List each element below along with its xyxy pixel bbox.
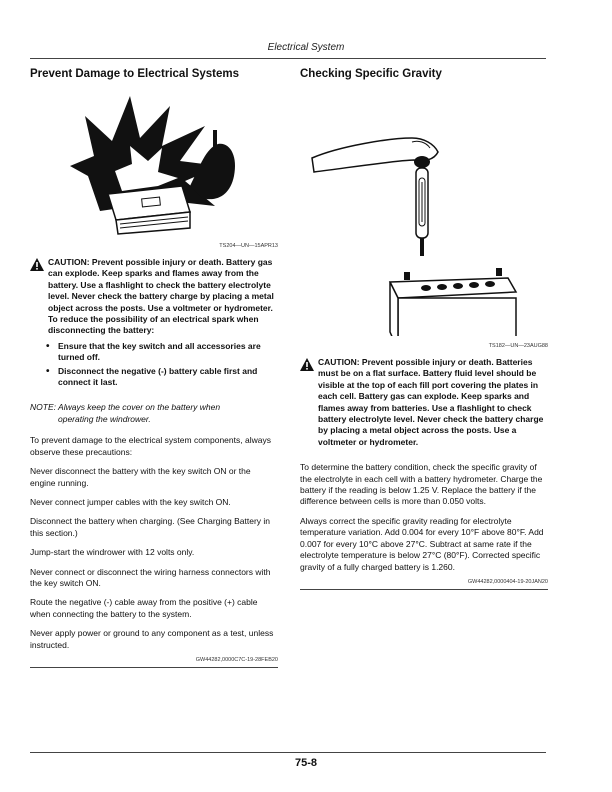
figure-code-left: TS204—UN—15APR13 [219,243,278,249]
hydrometer-battery-illustration [300,86,548,336]
paragraph: Never connect or disconnect the wiring harness connectors with the key switch ON. [30,566,271,588]
paragraph: To prevent damage to the electrical system components, always observe these precautions: [30,435,271,457]
section-heading-specific-gravity: Checking Specific Gravity [300,68,442,80]
page-number: 75-8 [294,757,318,769]
right-column [300,68,548,590]
note-line: NOTE: Always keep the cover on the battery when [30,402,221,413]
bullet-item: • Disconnect the negative (-) battery cable first and connect it last. [44,366,278,389]
reference-code-right: GW44282,0000404-19-20JAN20 [467,578,548,585]
paragraph: Always correct the specific gravity reading for electrolyte temperature variation. Add 0.004 for every 10°F above 80°F. Add 0.007 for every 10°C above 27°C. Subtract at same rate if the electrolyte temperature is below 27°C (80°F). Corrected specific gravity of a fully charged battery is 1.260. [300,515,544,572]
caution-text-right: CAUTION: Prevent possible injury or death. Batteries must be on a flat surface. Battery fluid level should be visible at the top of each fill port covering the plates in each cell. Battery gas can explode. Keep sparks and flames away from batteries. Use a flashlight to check battery electrolyte level. Never check the battery charge by placing a metal object across the posts. Use a voltmeter or hydrometer. [318,357,544,447]
paragraph: To determine the battery condition, check the specific gravity of the electrolyte in each cell with a battery hydrometer. Charge the battery if the reading is below 1.25 V. Replace the battery if the difference between cells is more than 0.050 volts. [300,462,543,507]
paragraph: Jump-start the windrower with 12 volts only. [30,547,195,558]
figure-code-right: TS182—UN—23AUG88 [488,343,548,349]
running-header: Electrical System [267,42,345,53]
paragraph: Route the negative (-) cable away from the positive (+) cable when connecting the battery to the system. [30,597,258,619]
caution-text-left: CAUTION: Prevent possible injury or death. Battery gas can explode. Keep sparks and flames away from the battery. Use a flashlight to check the battery electrolyte level. Never check the battery charge by placing a metal object across the posts. Use a voltmeter or hydrometer. To reduce the possibility of an electrical spark when disconnecting the battery: [48,257,274,336]
battery-explosion-illustration [30,86,278,236]
note [30,402,278,425]
explosion-figure [30,86,278,249]
paragraph: Never connect jumper cables with the key switch ON. [30,496,231,507]
header-rule [30,58,546,59]
caution-block-right [300,357,548,448]
paragraph: Disconnect the battery when charging. (See Charging Battery in this section.) [30,516,271,538]
caution-block-left [30,257,278,390]
bullet-item: • Ensure that the key switch and all accessories are turned off. [44,341,278,364]
footer-rule [30,752,546,753]
reference-code-left: GW44282,0000C7C-19-28FEB20 [195,656,278,663]
left-column [30,68,278,668]
note-line: operating the windrower. [58,413,151,424]
section-heading-electrical-damage: Prevent Damage to Electrical Systems [30,68,240,80]
warning-triangle-icon [30,258,44,271]
section-end-rule [30,667,278,668]
caution-bullet-list [44,341,278,389]
hydrometer-figure [300,86,548,349]
section-end-rule [300,589,548,590]
warning-triangle-icon [300,358,314,371]
paragraph: Never disconnect the battery with the key switch ON or the engine running. [30,466,251,488]
paragraph: Never apply power or ground to any component as a test, unless instructed. [30,628,274,650]
